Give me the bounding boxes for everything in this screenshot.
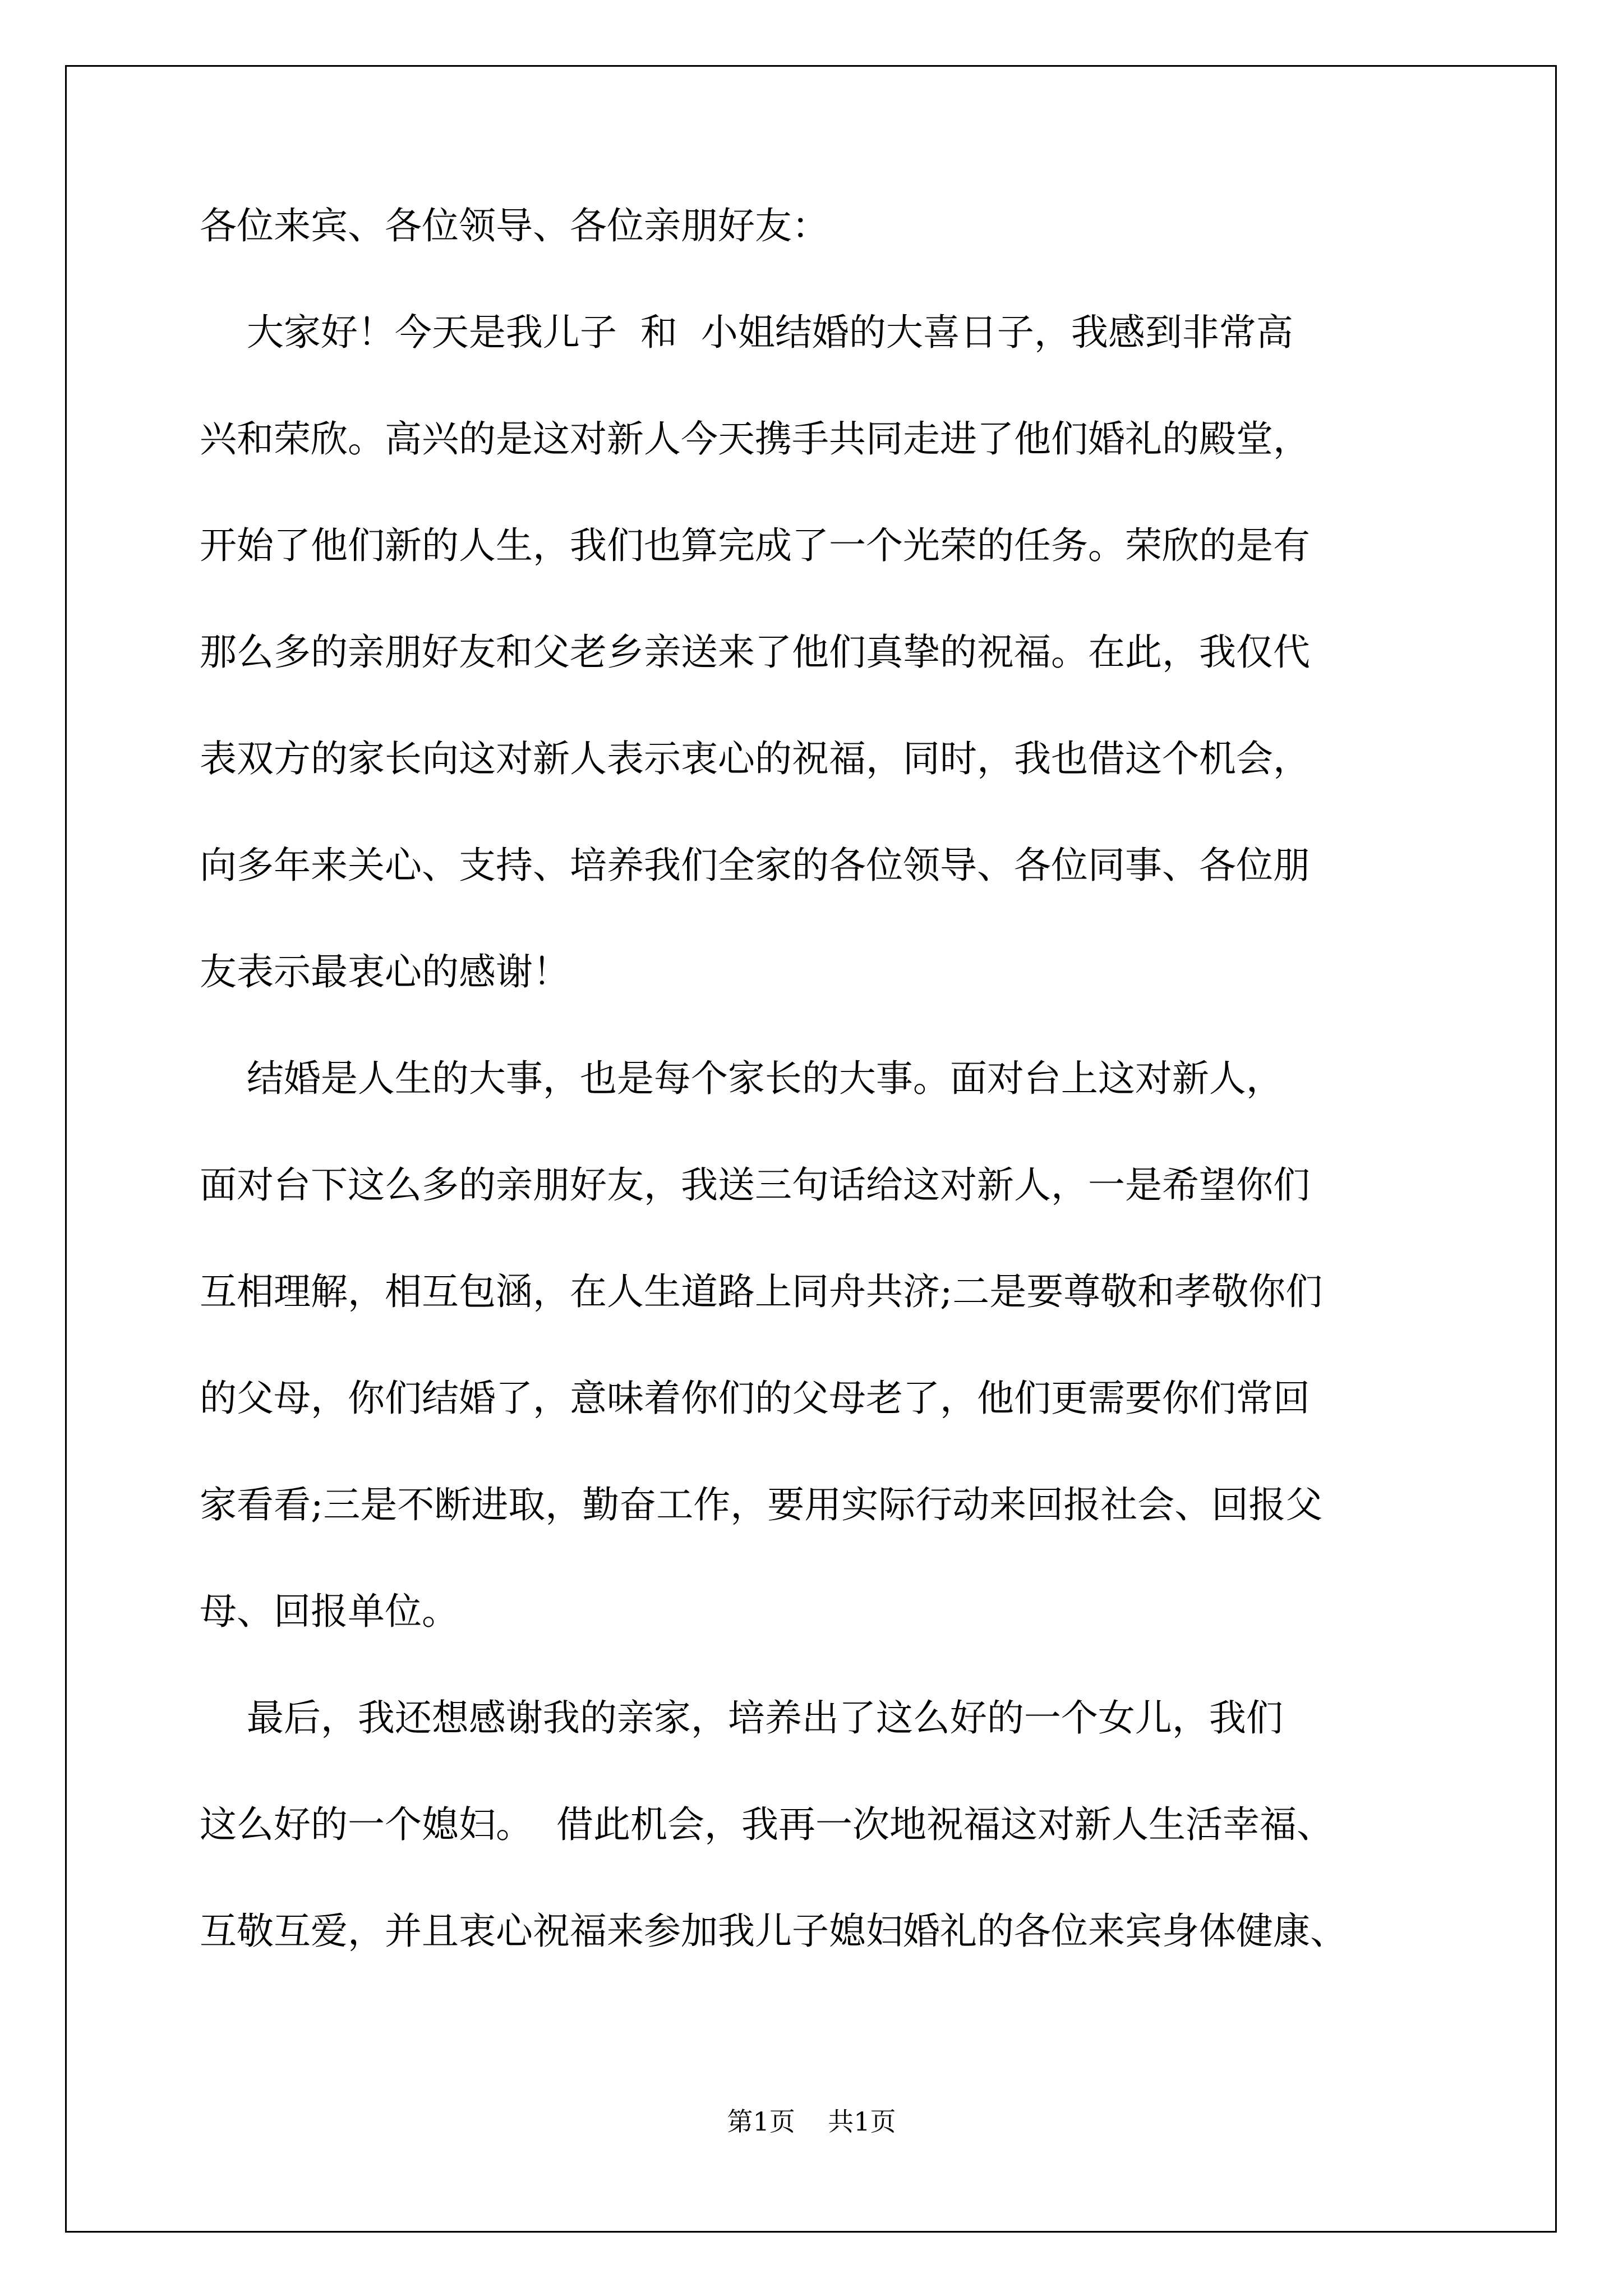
text-line: 家看看;三是不断进取，勤奋工作，要用实际行动来回报社会、回报父 (200, 1483, 1323, 1526)
page-border (65, 65, 1557, 2233)
text-line: 结婚是人生的大事，也是每个家长的大事。面对台上这对新人， (200, 1057, 1283, 1100)
text-line: 大家好！今天是我儿子 和 小姐结婚的大喜日子，我感到非常高 (200, 311, 1293, 354)
text-line: 最后，我还想感谢我的亲家，培养出了这么好的一个女儿，我们 (200, 1696, 1283, 1740)
text-line: 这么好的一个媳妇。 借此机会，我再一次地祝福这对新人生活幸福、 (200, 1803, 1334, 1846)
page-number-footer: 第1页 共1页 (727, 2106, 896, 2137)
text-line: 那么多的亲朋好友和父老乡亲送来了他们真挚的祝福。在此，我仅代 (200, 631, 1310, 674)
text-line: 各位来宾、各位领导、各位亲朋好友： (200, 204, 829, 247)
text-line: 互敬互爱，并且衷心祝福来参加我儿子媳妇婚礼的各位来宾身体健康、 (200, 1910, 1347, 1953)
text-line: 开始了他们新的人生，我们也算完成了一个光荣的任务。荣欣的是有 (200, 524, 1310, 567)
text-line: 向多年来关心、支持、培养我们全家的各位领导、各位同事、各位朋 (200, 844, 1310, 887)
text-line: 面对台下这么多的亲朋好友，我送三句话给这对新人，一是希望你们 (200, 1163, 1310, 1207)
text-line: 互相理解，相互包涵，在人生道路上同舟共济;二是要尊敬和孝敬你们 (200, 1270, 1323, 1313)
text-line: 的父母，你们结婚了，意味着你们的父母老了，他们更需要你们常回 (200, 1377, 1310, 1420)
text-line: 友表示最衷心的感谢！ (200, 950, 570, 993)
text-line: 兴和荣欣。高兴的是这对新人今天携手共同走进了他们婚礼的殿堂， (200, 417, 1310, 461)
text-line: 母、回报单位。 (200, 1590, 459, 1633)
text-line: 表双方的家长向这对新人表示衷心的祝福，同时，我也借这个机会， (200, 737, 1310, 780)
